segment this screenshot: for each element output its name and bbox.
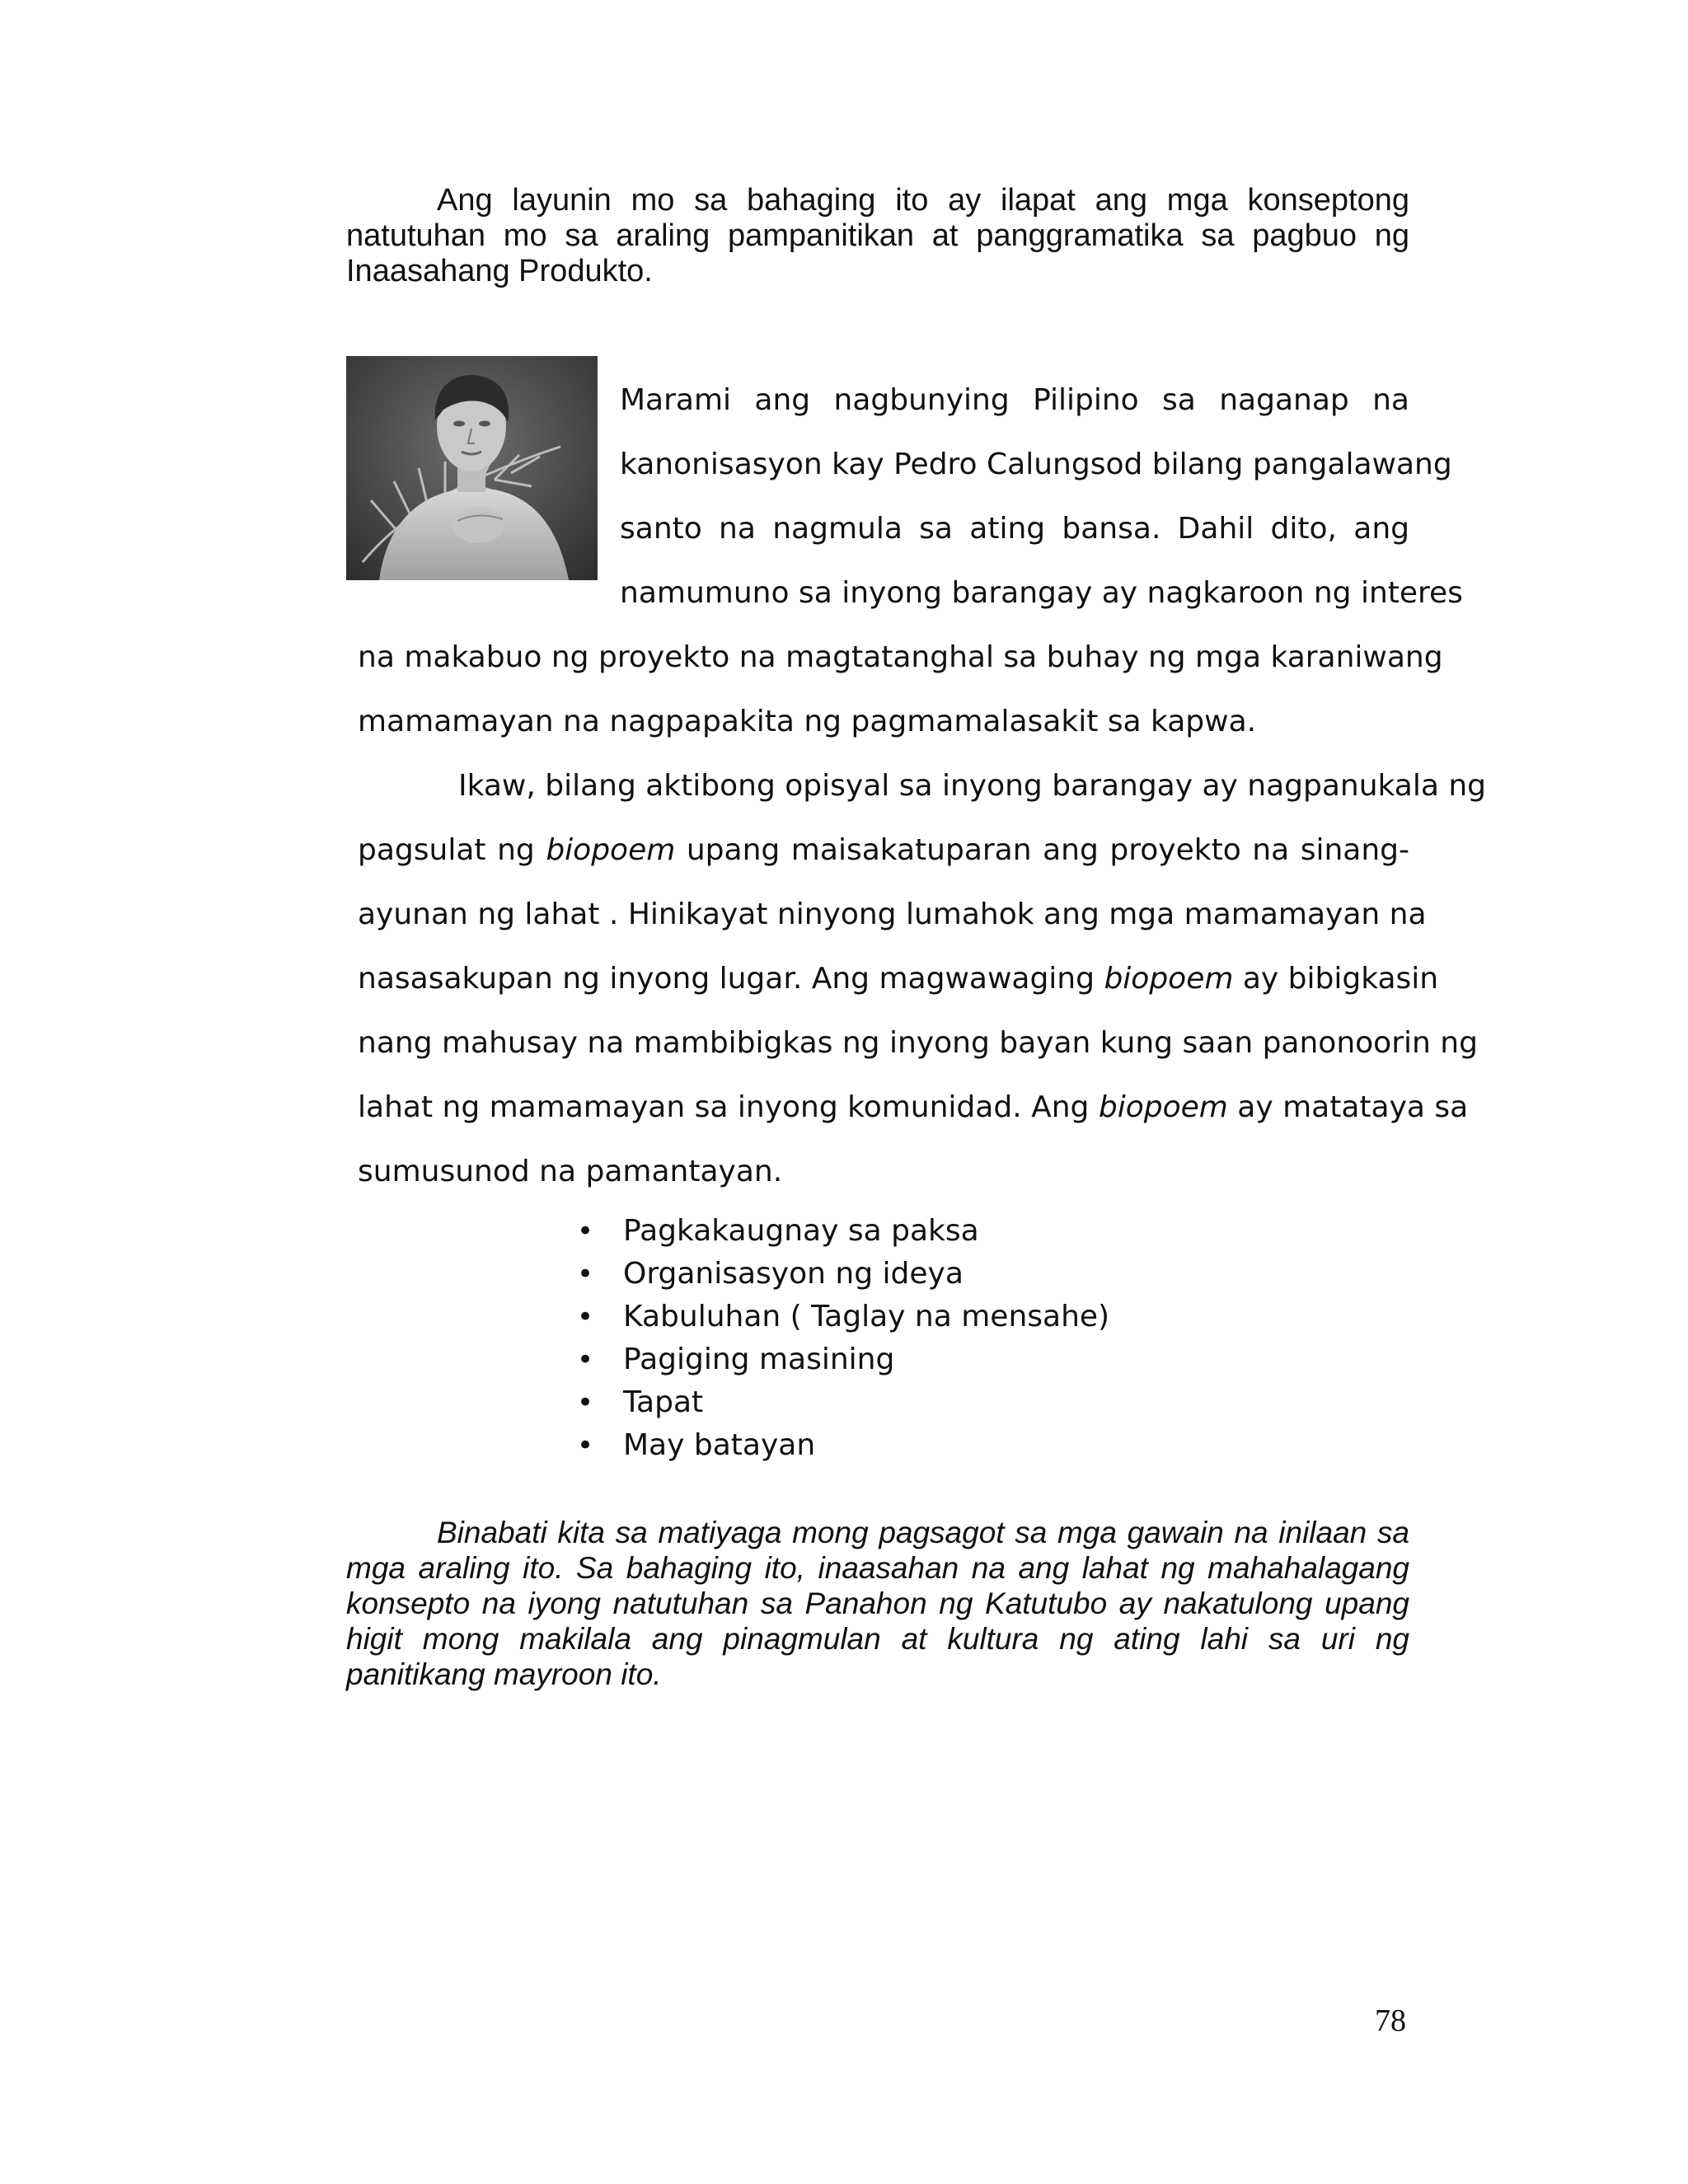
story-line [358, 818, 1409, 883]
story-text: ay matataya sa [1237, 1090, 1469, 1124]
list-item-label: Pagkakaugnay sa paksa [623, 1214, 979, 1248]
bullet-icon: • [577, 1343, 594, 1376]
story-line: santo na nagmula sa ating bansa. Dahil dito, ang [620, 512, 1409, 546]
story-text: ay bibigkasin [1242, 962, 1439, 996]
story-line: Marami ang nagbunying Pilipino sa naganap na [620, 383, 1409, 417]
criteria-list [577, 1210, 1109, 1467]
story-line [358, 1076, 1469, 1140]
closing-line: panitikang mayroon ito. [346, 1657, 662, 1691]
story-line [358, 947, 1439, 1011]
list-item [577, 1381, 1109, 1424]
story-emphasis: biopoem [1104, 962, 1234, 996]
story-line: mamamayan na nagpapakita ng pagmamalasakit sa kapwa. [358, 705, 1257, 738]
portrait-illustration-icon [346, 356, 598, 580]
story-line: na makabuo ng proyekto na magtatanghal sa buhay ng mga karaniwang [358, 640, 1443, 674]
list-item [577, 1338, 1109, 1381]
closing-line: Binabati kita sa matiyaga mong pagsagot sa mga gawain na inilaan sa [437, 1516, 1409, 1549]
closing-line: mga araling ito. Sa bahaging ito, inaasahan na ang lahat ng mahahalagang [346, 1551, 1409, 1585]
list-item-label: May batayan [623, 1428, 816, 1462]
list-item-label: Organisasyon ng ideya [623, 1257, 964, 1291]
story-emphasis: biopoem [1098, 1090, 1228, 1124]
story-line: Ikaw, bilang aktibong opisyal sa inyong barangay ay nagpanukala ng [458, 769, 1487, 803]
bullet-icon: • [577, 1386, 594, 1419]
list-item-label: Kabuluhan ( Taglay na mensahe) [623, 1300, 1110, 1333]
story-line: namumuno sa inyong barangay ay nagkaroon ng interes [620, 576, 1463, 610]
bullet-icon: • [577, 1258, 594, 1291]
list-item [577, 1253, 1109, 1296]
list-item [577, 1424, 1109, 1467]
bullet-icon: • [577, 1429, 594, 1462]
story-line: sumusunod na pamantayan. [358, 1155, 783, 1188]
story-line: nang mahusay na mambibigkas ng inyong bayan kung saan panonoorin ng [358, 1026, 1478, 1060]
list-item [577, 1210, 1109, 1253]
page-number: 78 [1375, 2004, 1406, 2038]
intro-paragraph [346, 183, 1409, 289]
intro-line: Inaasahang Produkto. [346, 254, 653, 288]
list-item-label: Tapat [623, 1385, 704, 1419]
list-item [577, 1296, 1109, 1338]
story-text: lahat ng mamamayan sa inyong komunidad. Ang [358, 1090, 1090, 1124]
story-text: nasasakupan ng inyong lugar. Ang magwawaging [358, 962, 1095, 996]
intro-line: natutuhan mo sa araling pampanitikan at panggramatika sa pagbuo ng [346, 218, 1409, 253]
story-line: kanonisasyon kay Pedro Calungsod bilang pangalawang [620, 448, 1452, 481]
closing-line: higit mong makilala ang pinagmulan at kultura ng ating lahi sa uri ng [346, 1622, 1409, 1656]
story-line: ayunan ng lahat . Hinikayat ninyong lumahok ang mga mamamayan na [358, 898, 1427, 931]
story-text: pagsulat ng [358, 833, 535, 867]
closing-line: konsepto na iyong natutuhan sa Panahon ng Katutubo ay nakatulong upang [346, 1586, 1409, 1620]
bullet-icon: • [577, 1301, 594, 1333]
story-text: upang maisakatuparan ang proyekto na sinang- [686, 833, 1409, 867]
portrait-image [346, 356, 598, 580]
story-emphasis: biopoem [546, 833, 676, 867]
intro-line: Ang layunin mo sa bahaging ito ay ilapat ang mga konseptong [437, 183, 1409, 218]
list-item-label: Pagiging masining [623, 1343, 895, 1376]
bullet-icon: • [577, 1215, 594, 1248]
closing-paragraph [346, 1515, 1409, 1692]
